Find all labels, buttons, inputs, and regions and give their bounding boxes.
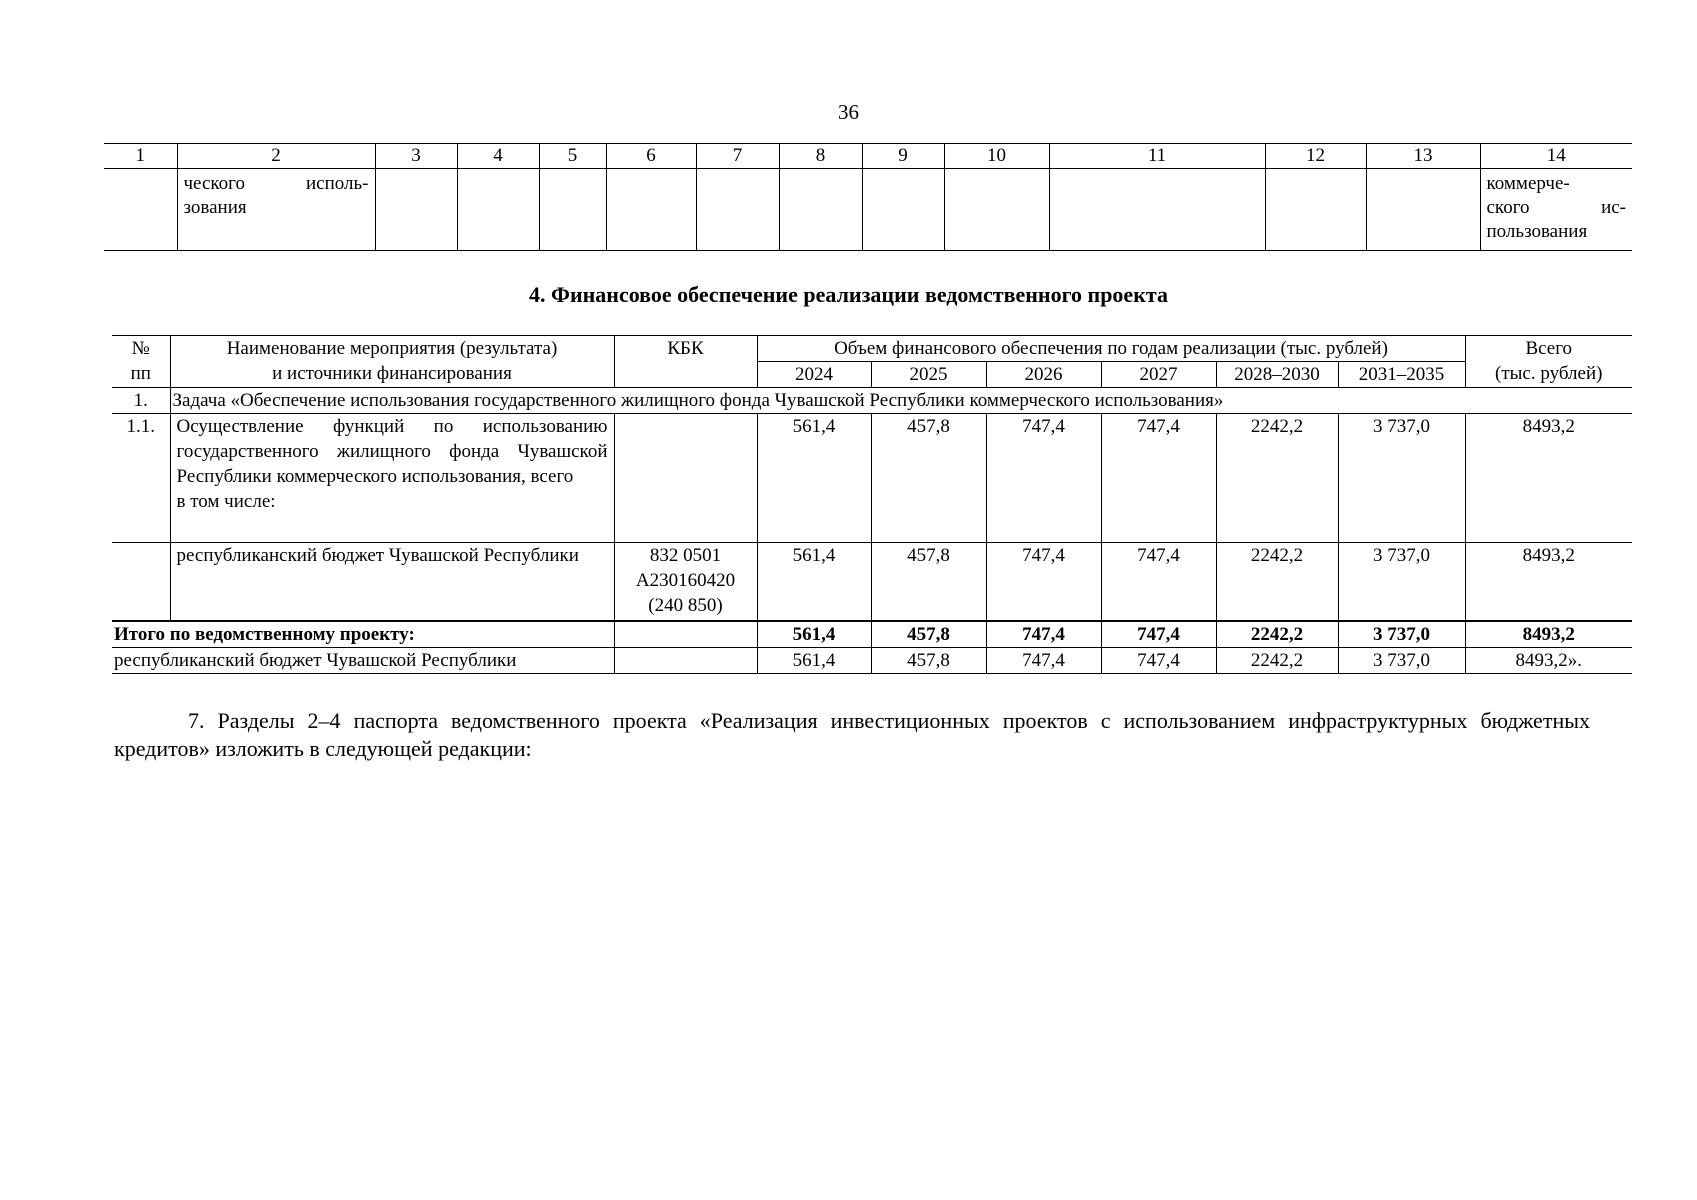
column-number: 12 xyxy=(1265,144,1366,169)
column-number: 14 xyxy=(1480,144,1632,169)
budget-source: республиканский бюджет Чувашской Республики xyxy=(170,543,614,621)
value-cell: 2242,2 xyxy=(1216,621,1338,648)
header-volume: Объем финансового обеспечения по годам реализации (тыс. рублей) xyxy=(757,336,1465,362)
total-cell: 8493,2». xyxy=(1465,647,1632,673)
item-subtext: в том числе: xyxy=(176,491,276,512)
kbk-code: 832 0501 А230160420 (240 850) xyxy=(614,543,757,621)
cell-line: коммерче- xyxy=(1486,173,1570,194)
total-cell: 8493,2 xyxy=(1465,543,1632,621)
value-cell: 561,4 xyxy=(757,543,871,621)
value-cell: 457,8 xyxy=(871,414,986,543)
grand-total-row xyxy=(112,621,1632,648)
cell-col-14 xyxy=(1480,169,1632,251)
item-number: 1.1. xyxy=(112,414,170,543)
column-number: 10 xyxy=(944,144,1049,169)
value-cell: 561,4 xyxy=(757,647,871,673)
table-row xyxy=(112,543,1632,621)
task-text: Задача «Обеспечение использования государственного жилищного фонда Чувашской Республики коммерческого использования» xyxy=(170,388,1632,414)
task-number: 1. xyxy=(112,388,170,414)
column-number: 7 xyxy=(696,144,779,169)
column-number-row xyxy=(104,144,1632,169)
header-kbk: КБК xyxy=(614,336,757,388)
table-row xyxy=(112,414,1632,543)
header-name: Наименование мероприятия (результата) и источники финансирования xyxy=(170,336,614,388)
value-cell: 561,4 xyxy=(757,621,871,648)
column-number: 8 xyxy=(779,144,862,169)
value-cell: 747,4 xyxy=(1101,543,1216,621)
header-year: 2025 xyxy=(871,362,986,388)
value-cell: 457,8 xyxy=(871,647,986,673)
column-number: 11 xyxy=(1049,144,1265,169)
value-cell: 747,4 xyxy=(986,621,1101,648)
header-year: 2031–2035 xyxy=(1338,362,1465,388)
grand-total-label: Итого по ведомственному проекту: xyxy=(112,621,614,648)
section-heading: 4. Финансовое обеспечение реализации ведомственного проекта xyxy=(529,282,1168,307)
financing-table xyxy=(112,335,1632,674)
column-number: 4 xyxy=(457,144,539,169)
header-no: № пп xyxy=(112,336,170,388)
item-name xyxy=(170,414,614,543)
column-number: 5 xyxy=(539,144,606,169)
value-cell: 2242,2 xyxy=(1216,647,1338,673)
task-row xyxy=(112,388,1632,414)
column-number: 3 xyxy=(375,144,457,169)
value-cell: 3 737,0 xyxy=(1338,414,1465,543)
value-cell: 457,8 xyxy=(871,543,986,621)
column-number: 9 xyxy=(862,144,944,169)
value-cell: 457,8 xyxy=(871,621,986,648)
cell-line: ческого исполь- xyxy=(183,173,369,194)
header-total: Всего (тыс. рублей) xyxy=(1465,336,1632,388)
value-cell: 747,4 xyxy=(986,543,1101,621)
continuation-table xyxy=(104,143,1632,251)
cell-line: пользования xyxy=(1486,221,1588,242)
grand-budget-row xyxy=(112,647,1632,673)
item-kbk xyxy=(614,414,757,543)
cell-line: зования xyxy=(183,197,247,218)
value-cell: 747,4 xyxy=(986,647,1101,673)
value-cell: 3 737,0 xyxy=(1338,647,1465,673)
value-cell: 2242,2 xyxy=(1216,543,1338,621)
header-row xyxy=(112,336,1632,362)
column-number: 6 xyxy=(606,144,696,169)
grand-budget-label: республиканский бюджет Чувашской Республики xyxy=(112,647,614,673)
body-paragraph: 7. Разделы 2–4 паспорта ведомственного проекта «Реализация инвестиционных проектов с использованием инфраструктурных бюджетных кредитов» изложить в следующей редакции: xyxy=(114,708,1590,761)
table-row xyxy=(104,169,1632,251)
value-cell: 747,4 xyxy=(1101,647,1216,673)
column-number: 2 xyxy=(177,144,375,169)
header-year: 2024 xyxy=(757,362,871,388)
cell-col-2 xyxy=(177,169,375,251)
value-cell: 747,4 xyxy=(1101,414,1216,543)
column-number: 1 xyxy=(104,144,177,169)
header-year: 2026 xyxy=(986,362,1101,388)
cell-line: ского ис- xyxy=(1486,197,1626,218)
page-number: 36 xyxy=(838,100,859,124)
value-cell: 561,4 xyxy=(757,414,871,543)
header-year: 2028–2030 xyxy=(1216,362,1338,388)
value-cell: 3 737,0 xyxy=(1338,621,1465,648)
column-number: 13 xyxy=(1366,144,1480,169)
value-cell: 747,4 xyxy=(1101,621,1216,648)
value-cell: 2242,2 xyxy=(1216,414,1338,543)
total-cell: 8493,2 xyxy=(1465,414,1632,543)
item-text: Осуществление функций по использованию государственного жилищного фонда Чувашской Республики коммерческого использования, всего xyxy=(176,416,608,487)
header-year: 2027 xyxy=(1101,362,1216,388)
value-cell: 747,4 xyxy=(986,414,1101,543)
value-cell: 3 737,0 xyxy=(1338,543,1465,621)
total-cell: 8493,2 xyxy=(1465,621,1632,648)
